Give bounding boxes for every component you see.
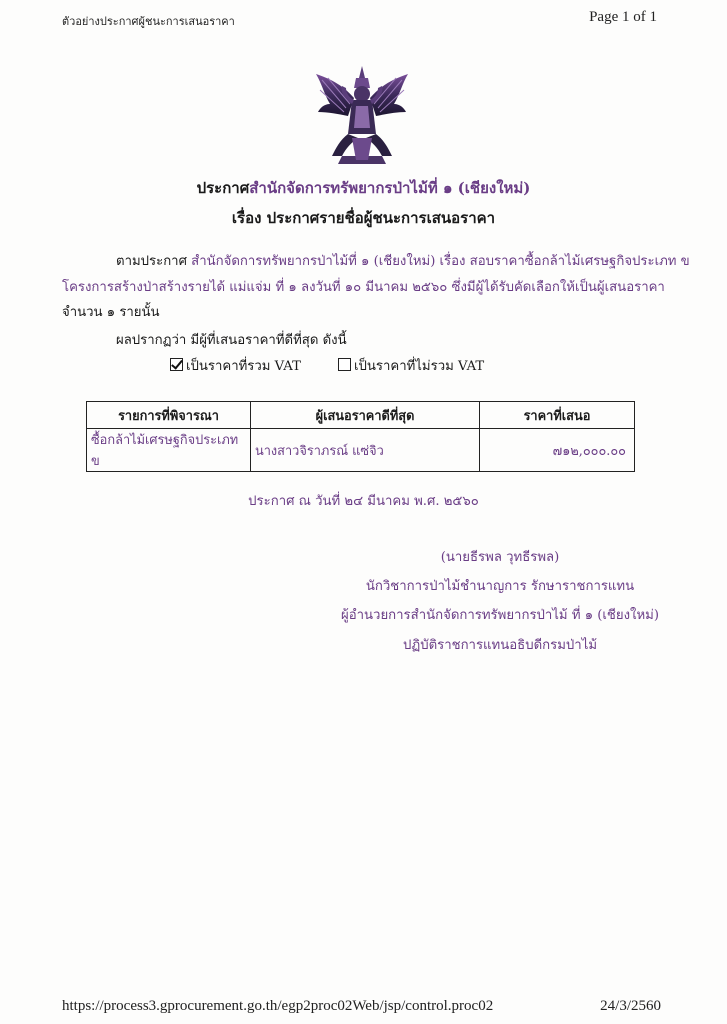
announcement-subject: เรื่อง ประกาศรายชื่อผู้ชนะการเสนอราคา bbox=[231, 209, 496, 227]
col-price: ราคาที่เสนอ bbox=[480, 402, 635, 429]
body-paragraph-4: ผลปรากฏว่า มีผู้ที่เสนอราคาที่ดีที่สุด ดังนี้ bbox=[116, 333, 347, 348]
checkbox-checked-icon bbox=[170, 358, 183, 371]
cell-item: ซื้อกล้าไม้เศรษฐกิจประเภท ข bbox=[87, 429, 251, 472]
garuda-emblem-icon bbox=[312, 64, 412, 168]
body-paragraph-1 bbox=[116, 250, 690, 271]
signer-name: (นายธีรพล วุทธีรพล) bbox=[440, 550, 560, 565]
signer-position-3: ปฏิบัติราชการแทนอธิบดีกรมป่าไม้ bbox=[402, 638, 598, 653]
header-doc-type: ตัวอย่างประกาศผู้ชนะการเสนอราคา bbox=[62, 15, 235, 28]
title-prefix: ประกาศ bbox=[196, 179, 250, 197]
cell-bidder: นางสาวจิราภรณ์ แซ่จิว bbox=[251, 429, 480, 472]
p1-agency: สำนักจัดการทรัพยากรป่าไม้ที่ ๑ (เชียงใหม่) เรื่อง สอบราคาซื้อกล้าไม้เศรษฐกิจประเภท ข bbox=[191, 254, 690, 269]
body-paragraph-3: จำนวน ๑ รายนั้น bbox=[62, 305, 160, 320]
signer-position-2: ผู้อำนวยการสำนักจัดการทรัพยากรป่าไม้ ที่ ๑ (เชียงใหม่) bbox=[340, 608, 660, 623]
page-number: Page 1 of 1 bbox=[589, 9, 657, 25]
checkbox-empty-icon bbox=[338, 358, 351, 371]
title-agency: สำนักจัดการทรัพยากรป่าไม้ที่ ๑ (เชียงใหม่) bbox=[249, 179, 531, 197]
table-row bbox=[87, 429, 635, 472]
signer-position-1: นักวิชาการป่าไม้ชำนาญการ รักษาราชการแทน bbox=[365, 579, 635, 594]
table-header-row bbox=[87, 402, 635, 429]
vat-included-label: เป็นราคาที่รวม VAT bbox=[186, 359, 301, 374]
cell-price: ๗๑๒,๐๐๐.๐๐ bbox=[480, 429, 635, 472]
vat-excluded-label: เป็นราคาที่ไม่รวม VAT bbox=[354, 359, 485, 374]
footer-date: 24/3/2560 bbox=[600, 998, 661, 1014]
body-paragraph-2: โครงการสร้างป่าสร้างรายได้ แม่แจ่ม ที่ ๑ ลงวันที่ ๑๐ มีนาคม ๒๕๖๐ ซึ่งมีผู้ได้รับคัดเลือกให้เป็นผู้เสนอราคา bbox=[62, 280, 665, 295]
vat-excluded-option bbox=[338, 355, 484, 376]
p1-prefix: ตามประกาศ bbox=[116, 254, 187, 269]
col-item: รายการที่พิจารณา bbox=[87, 402, 251, 429]
col-bidder: ผู้เสนอราคาดีที่สุด bbox=[251, 402, 480, 429]
award-table bbox=[86, 401, 635, 472]
announcement-title bbox=[0, 176, 727, 200]
announce-date: ประกาศ ณ วันที่ ๒๔ มีนาคม พ.ศ. ๒๕๖๐ bbox=[248, 494, 479, 509]
footer-url: https://process3.gprocurement.go.th/egp2proc02Web/jsp/control.proc02 bbox=[62, 998, 494, 1014]
vat-included-option bbox=[170, 355, 301, 376]
